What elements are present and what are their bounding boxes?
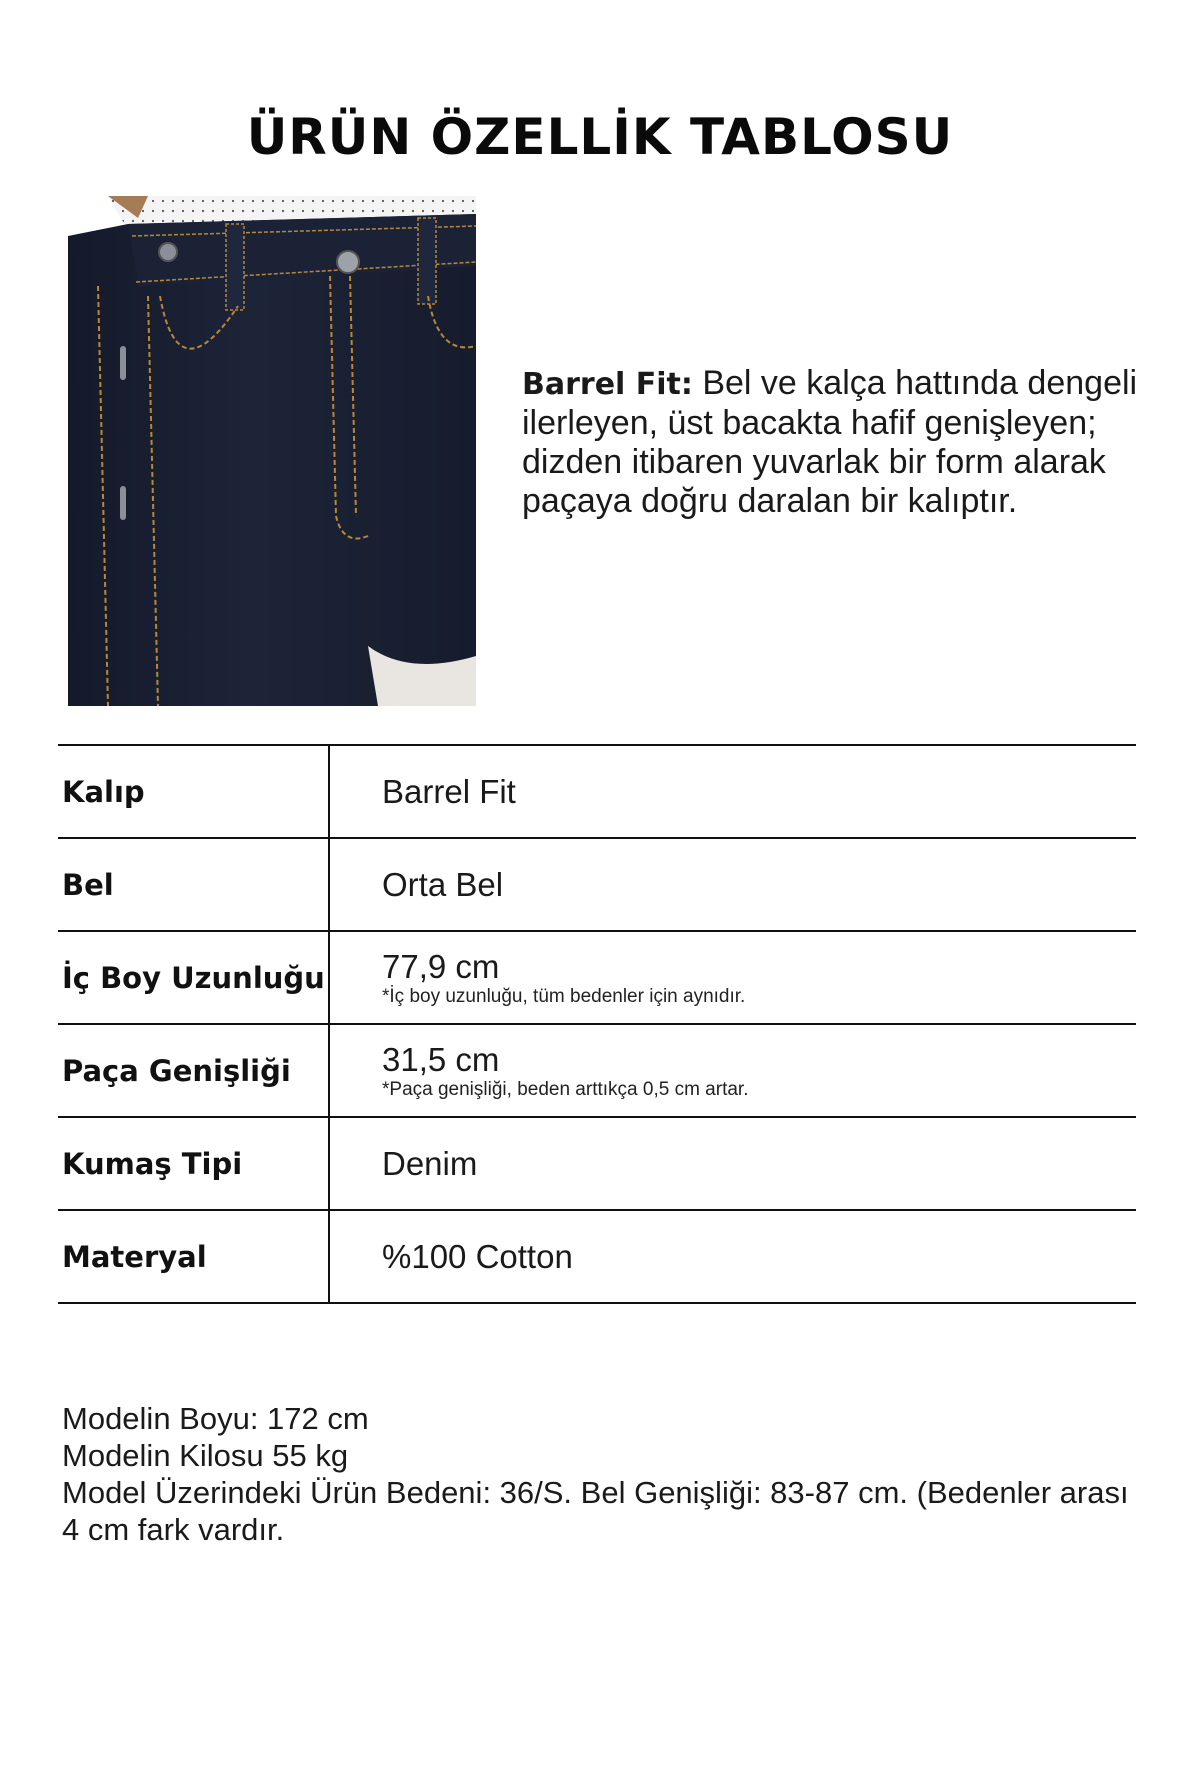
- spec-label: Kalıp: [58, 746, 330, 837]
- spec-note: *Paça genişliği, beden arttıkça 0,5 cm artar.: [382, 1078, 749, 1100]
- spec-row-bel: [58, 839, 1136, 932]
- spec-row-paca-genisligi: [58, 1025, 1136, 1118]
- spec-value-cell: [330, 1025, 1136, 1116]
- model-size: Model Üzerindeki Ürün Bedeni: 36/S. Bel Genişliği: 83-87 cm. (Bedenler arası 4 cm fark vardır.: [62, 1475, 1129, 1547]
- spec-value: Barrel Fit: [382, 772, 516, 810]
- spec-label: Bel: [58, 839, 330, 930]
- spec-row-kumas-tipi: [58, 1118, 1136, 1211]
- spec-value: 77,9 cm: [382, 947, 500, 985]
- page-title: ÜRÜN ÖZELLİK TABLOSU: [246, 108, 954, 166]
- spec-value-cell: [330, 746, 1136, 837]
- spec-value-cell: [330, 932, 1136, 1023]
- spec-note: *İç boy uzunluğu, tüm bedenler için aynıdır.: [382, 985, 746, 1007]
- spec-table: [58, 744, 1136, 1304]
- spec-row-materyal: [58, 1211, 1136, 1304]
- spec-label: Materyal: [58, 1211, 330, 1302]
- model-height: Modelin Boyu: 172 cm: [62, 1401, 369, 1436]
- spec-value: %100 Cotton: [382, 1237, 573, 1275]
- spec-value: Denim: [382, 1144, 478, 1182]
- spec-row-kalip: [58, 746, 1136, 839]
- product-photo-jeans: [68, 196, 476, 706]
- spec-value-cell: [330, 1211, 1136, 1302]
- spec-value-cell: [330, 1118, 1136, 1209]
- model-info: [62, 1400, 1152, 1548]
- spec-label: Kumaş Tipi: [58, 1118, 330, 1209]
- spec-label: Paça Genişliği: [58, 1025, 330, 1116]
- spec-value: 31,5 cm: [382, 1040, 500, 1078]
- fit-description: [522, 364, 1162, 521]
- spec-label: İç Boy Uzunluğu: [58, 932, 330, 1023]
- spec-value-cell: [330, 839, 1136, 930]
- spec-value: Orta Bel: [382, 865, 504, 903]
- model-weight: Modelin Kilosu 55 kg: [62, 1438, 349, 1473]
- fit-description-label: Barrel Fit:: [522, 367, 693, 402]
- fit-description-text: Bel ve kalça hattında dengeli ilerleyen, üst bacakta hafif genişleyen; dizden itibaren yuvarlak bir form alarak paçaya doğru daralan bir kalıptır.: [522, 364, 1138, 520]
- spec-row-ic-boy-uzunlugu: [58, 932, 1136, 1025]
